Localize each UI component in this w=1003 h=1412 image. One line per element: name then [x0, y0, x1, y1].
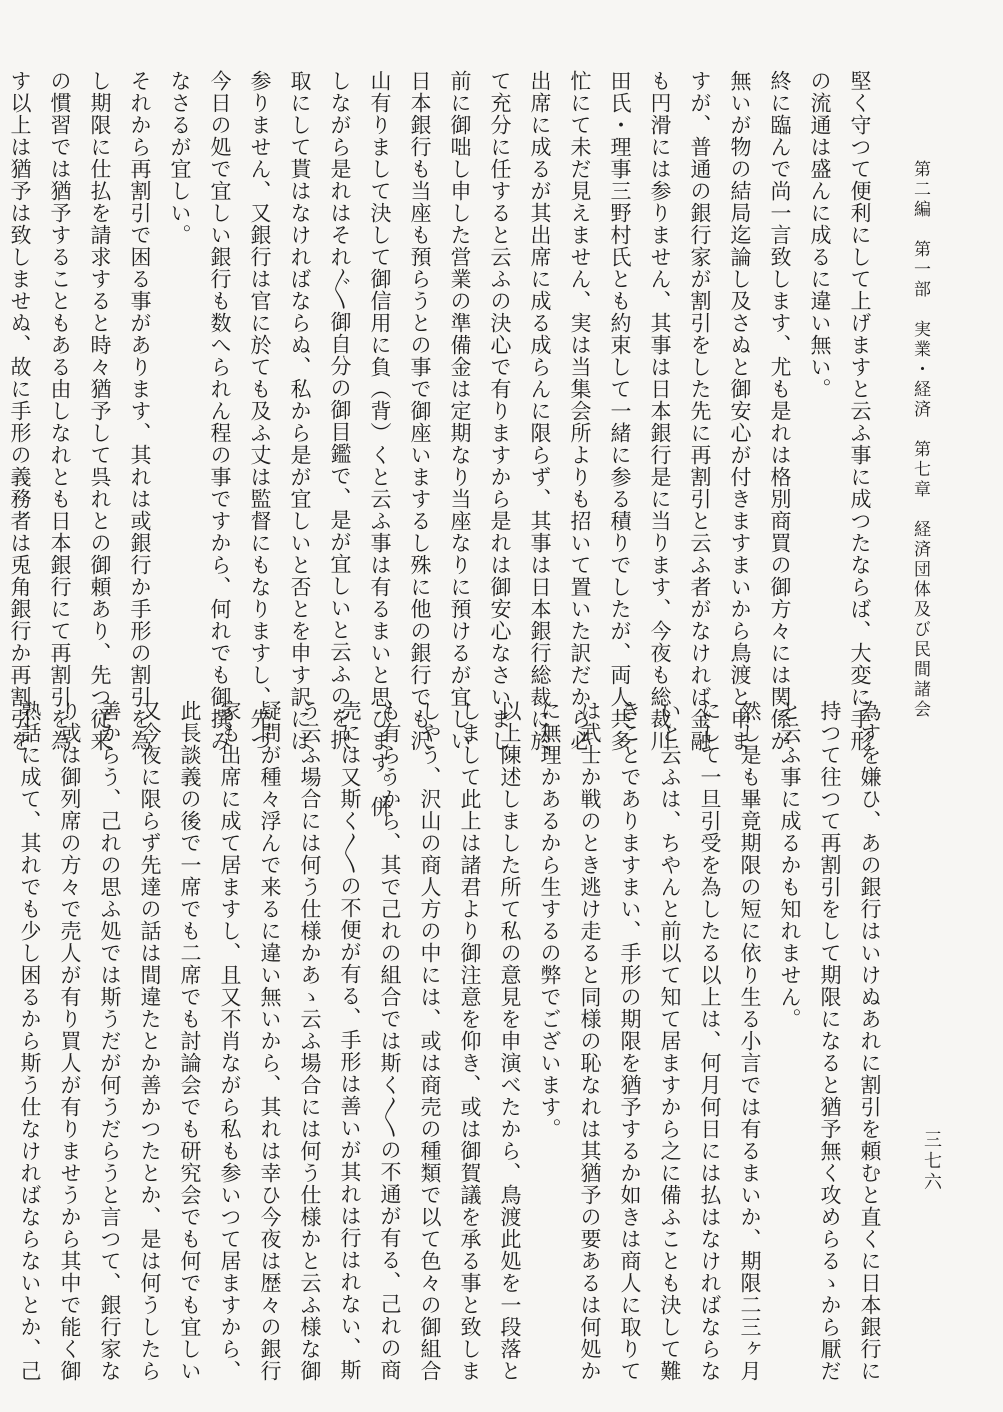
text-line: 此長談義の後で一席でも二席でも討論会でも研究会でも何でも宜しい	[178, 700, 202, 1382]
text-line: 熟話に成て、其れでも少し困るから斯う仕なければならないとか、己	[18, 700, 42, 1382]
text-line: きことでありますまい、手形の期限を猶予するか如きは商人に取りて	[618, 700, 642, 1382]
text-line: 売には又斯く〳〵の不便が有る、手形は善いが其れは行はれない、斯	[338, 700, 362, 1381]
text-line: う云ふ場合には何う仕様かあゝ云ふ場合には何う仕様かと云ふ様な御	[298, 700, 322, 1382]
text-line: すが、普通の銀行家が割引をした先に再割引と云ふ者がなければ金融	[688, 70, 712, 752]
running-head: 第二編 第一部 実業・経済 第七章 経済団体及び民間諸会	[910, 160, 930, 720]
lower-text-block	[18, 700, 890, 1382]
text-line: 終に臨んで尚一言致します、尤も是れは格別商買の御方々には関係が	[768, 70, 792, 752]
text-line: 参りません、又銀行は官に於ても及ふ丈は監督にもなりますし、先づ	[248, 70, 272, 752]
text-line: 山有りまして決して御信用に負（背）くと云ふ事は有るまいと思ひます。併	[368, 70, 392, 818]
text-line: 以上陳述しました所て私の意見を申演べたから、鳥渡此処を一段落と	[498, 700, 522, 1382]
text-line: 家も出席に成て居ますし、且又不肖ながら私も参いつて居ますから、	[218, 700, 242, 1382]
text-line: は武士か戦のとき逃け走ると同様の恥なれは其猶予の要あるは何処か	[578, 700, 602, 1382]
text-line: と云ふ事に成るかも知れません。	[778, 700, 802, 1030]
text-line: 取にして貰はなければならぬ、私から是が宜しいと否とを申す訳には	[288, 70, 312, 752]
text-line: す以上は猶予は致しませぬ、故に手形の義務者は兎角銀行か再割引を	[8, 70, 32, 752]
text-line: なさるが宜しい。	[168, 70, 192, 246]
text-line: 堅く守つて便利にして上げますと云ふ事に成つたならば、大変に手形	[848, 70, 872, 752]
text-line: 田氏・理事三野村氏とも約束して一緒に参る積りでしたが、両人共多	[608, 70, 632, 752]
text-line: 前に御咄し申した営業の準備金は定期なり当座なりに預けるが宜しい	[448, 70, 472, 752]
text-line: 又今夜に限らず先達の話は間違たとか善かつたとか、是は何うしたら	[138, 700, 162, 1382]
text-line: 然し是も畢竟期限の短に依り生る小言では有るまいか、期限二三ヶ月	[738, 700, 762, 1382]
text-line: 日本銀行も当座も預らうとの事で御座いまするし殊に他の銀行でも沢	[408, 70, 432, 752]
text-line: 今日の処で宜しい銀行も数へられん程の事ですから、何れでも御撰み	[208, 70, 232, 752]
text-line: しながら是れはそれ〴〵御自分の御目鑑で、是が宜しいと云ふのを択	[328, 70, 352, 751]
text-line: 無いが物の結局迄論し及さぬと御安心が付きますまいから鳥渡と申ま	[728, 70, 752, 752]
text-line: り或は御列席の方々で売人が有り買人が有りませうから其中で能く御	[58, 700, 82, 1382]
text-line: に無理かあるから生するの弊でございます。	[538, 700, 562, 1140]
text-line: 忙にて未だ見えません、実は当集会所よりも招いて置いた訳だから必	[568, 70, 592, 752]
text-line: も有らうから、其で己れの組合では斯く〳〵の不通が有る、己れの商	[378, 700, 402, 1381]
text-line: しまして此上は諸君より御注意を仰き、或は御賀議を承る事と致しま	[458, 700, 482, 1382]
upper-text-block	[8, 70, 880, 818]
text-line: 持つて往つて再割引をして期限になると猶予無く攻めらるゝから厭だ	[818, 700, 842, 1382]
text-line: も円滑には参りません、其事は日本銀行是に当ります、今夜も総裁川	[648, 70, 672, 752]
text-line: て充分に任すると云ふの決心で有りますから是れは御安心なさいまし	[488, 70, 512, 752]
text-line: 出席に成るが其出席に成る成らんに限らず、其事は日本銀行総裁に於	[528, 70, 552, 752]
text-line: 疑問が種々浮んで来るに違い無いから、其れは幸ひ今夜は歴々の銀行	[258, 700, 282, 1382]
text-line: それから再割引で困る事があります、其れは或銀行か手形の割引を為	[128, 70, 152, 752]
text-line: にして一旦引受を為したる以上は、何月何日には払はなければならな	[698, 700, 722, 1382]
text-line: の流通は盛んに成るに違い無い。	[808, 70, 832, 400]
text-line: し期限に仕払を請求すると時々猶予して呉れとの御頼あり、先つ従来	[88, 70, 112, 752]
text-line: しやう、沢山の商人方の中には、或は商売の種類で以て色々の御組合	[418, 700, 442, 1382]
text-line: 為すを嫌ひ、あの銀行はいけぬあれに割引を頼むと直くに日本銀行に	[858, 700, 882, 1382]
text-line: の慣習では猶予することもある由しなれとも日本銀行にて再割引を為	[48, 70, 72, 752]
text-line: いと云ふは、ちやんと前以て知て居ますから之に備ふことも決して難	[658, 700, 682, 1382]
page-number: 三七六	[921, 1130, 942, 1193]
text-line: 善からう、己れの思ふ処では斯うだが何うだらうと言つて、銀行家な	[98, 700, 122, 1382]
